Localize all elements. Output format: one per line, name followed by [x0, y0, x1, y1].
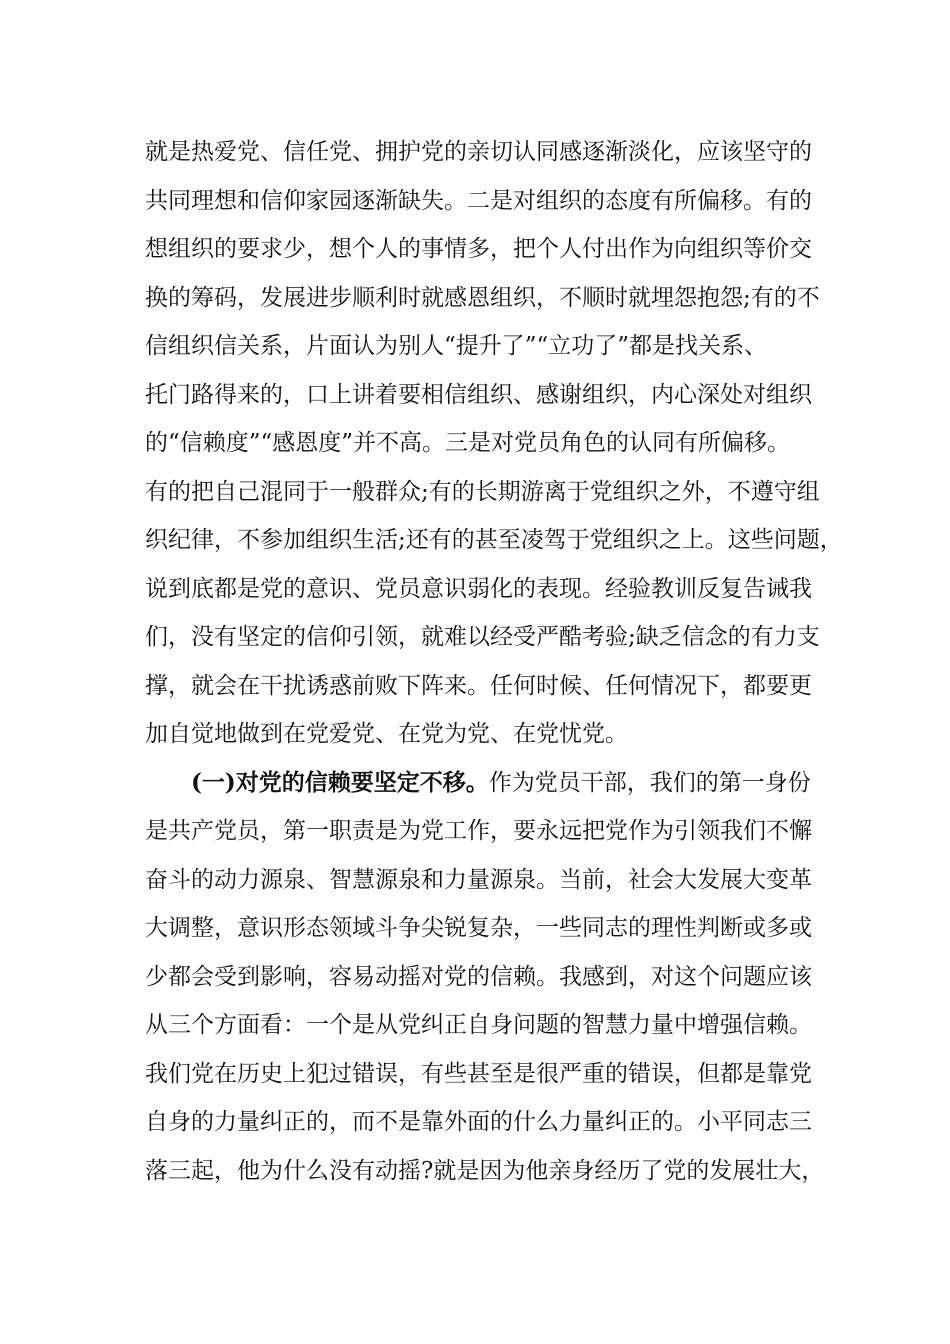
text-line: 想组织的要求少，想个人的事情多，把个人付出作为向组织等价交	[145, 236, 812, 262]
document-body	[145, 128, 843, 1195]
section-heading: (一)对党的信赖要坚定不移。	[191, 768, 489, 796]
text-line: 的“信赖度”“感恩度”并不高。三是对党员角色的认同有所偏移。	[145, 430, 791, 456]
text-line: 共同理想和信仰家园逐渐缺失。二是对组织的态度有所偏移。有的	[145, 187, 812, 214]
text-line: 从三个方面看：一个是从党纠正自身问题的智慧力量中增强信赖。	[145, 1012, 812, 1038]
text-line: 信组织信关系，片面认为别人“提升了”“立功了”都是找关系、	[145, 333, 768, 359]
text-line: 换的筹码，发展进步顺利时就感恩组织，不顺时就埋怨抱怨;有的不	[145, 284, 820, 311]
text-line: 自身的力量纠正的，而不是靠外面的什么力量纠正的。小平同志三	[145, 1109, 812, 1135]
text-line: 织纪律，不参加组织生活;还有的甚至凌驾于党组织之上。这些问题，	[145, 527, 843, 553]
text-line: 奋斗的动力源泉、智慧源泉和力量源泉。当前，社会大发展大变革	[145, 866, 812, 893]
text-line: 托门路得来的，口上讲着要相信组织、感谢组织，内心深处对组织	[145, 381, 812, 408]
text-line: 少都会受到影响，容易动摇对党的信赖。我感到，对这个问题应该	[145, 963, 812, 990]
text-line-first	[145, 759, 811, 808]
text-line: 加自觉地做到在党爱党、在党为党、在党忧党。	[145, 721, 628, 747]
text-line: 是共产党员，第一职责是为党工作，要永远把党作为引领我们不懈	[145, 818, 812, 844]
text-line: 有的把自己混同于一般群众;有的长期游离于党组织之外，不遵守组	[145, 478, 820, 505]
text-line: 大调整，意识形态领域斗争尖锐复杂，一些同志的理性判断或多或	[145, 915, 812, 941]
paragraph-1	[145, 128, 843, 759]
text-line: 说到底都是党的意识、党员意识弱化的表现。经验教训反复告诫我	[145, 575, 812, 602]
text-line: 们，没有坚定的信仰引领，就难以经受严酷考验;缺乏信念的有力支	[145, 624, 820, 650]
text-line: 撑，就会在干扰诱惑前败下阵来。任何时候、任何情况下，都要更	[145, 672, 812, 699]
text-line: 落三起，他为什么没有动摇?就是因为他亲身经历了党的发展壮大，	[145, 1157, 825, 1184]
text-line: 我们党在历史上犯过错误，有些甚至是很严重的错误，但都是靠党	[145, 1060, 812, 1087]
text-run: 作为党员干部，我们的第一身份	[488, 769, 811, 796]
paragraph-2	[145, 759, 825, 1196]
text-line: 就是热爱党、信任党、拥护党的亲切认同感逐渐淡化，应该坚守的	[145, 139, 812, 165]
